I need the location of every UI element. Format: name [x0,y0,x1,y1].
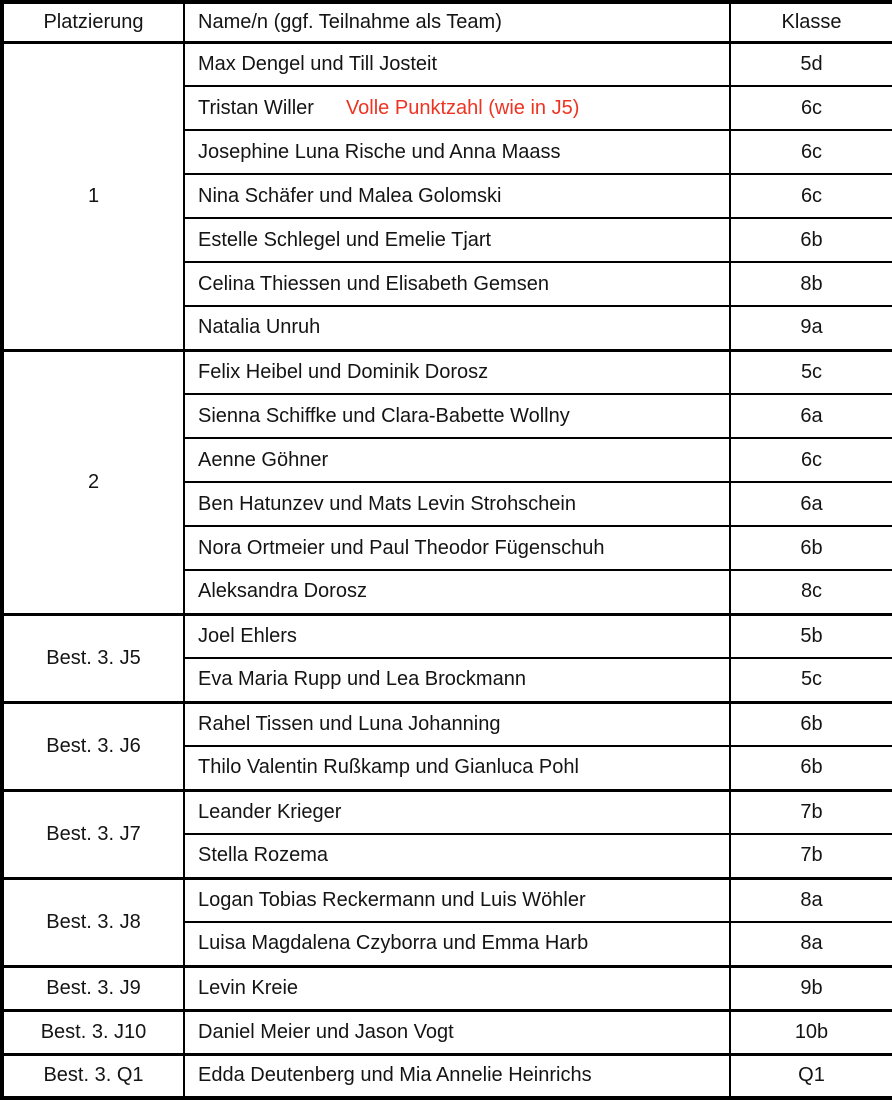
name-cell [184,482,730,526]
participant-name: Aenne Göhner [198,448,329,471]
name-cell [184,42,730,86]
name-cell [184,1054,730,1098]
placement-cell: Best. 3. J6 [2,702,184,790]
table-row [2,42,892,86]
header-row [2,2,892,42]
klasse-cell: 10b [730,1010,892,1054]
placement-cell: Best. 3. J9 [2,966,184,1010]
klasse-cell: 5c [730,350,892,394]
placement-cell: Best. 3. J5 [2,614,184,702]
klasse-cell: 8a [730,878,892,922]
table-row [2,1010,892,1054]
participant-name: Logan Tobias Reckermann und Luis Wöhler [198,888,586,911]
participant-name: Edda Deutenberg und Mia Annelie Heinrichs [198,1064,592,1087]
name-cell [184,262,730,306]
placement-cell: Best. 3. Q1 [2,1054,184,1098]
name-cell [184,526,730,570]
participant-name: Eva Maria Rupp und Lea Brockmann [198,668,526,691]
klasse-cell: 7b [730,834,892,878]
participant-name: Nora Ortmeier und Paul Theodor Fügenschuh [198,536,605,559]
table-row [2,1054,892,1098]
klasse-cell: 6b [730,702,892,746]
placement-cell: Best. 3. J8 [2,878,184,966]
name-cell [184,174,730,218]
table-row [2,790,892,834]
klasse-cell: 9b [730,966,892,1010]
klasse-cell: 6a [730,394,892,438]
klasse-cell: 7b [730,790,892,834]
participant-name: Natalia Unruh [198,316,321,339]
participant-name: Leander Krieger [198,800,342,823]
table-body [2,42,892,1098]
klasse-cell: 6b [730,746,892,790]
name-cell [184,922,730,966]
participant-name: Ben Hatunzev und Mats Levin Strohschein [198,492,576,515]
participant-name: Felix Heibel und Dominik Dorosz [198,360,489,383]
name-cell [184,658,730,702]
name-cell [184,130,730,174]
klasse-cell: 6b [730,526,892,570]
participant-name: Thilo Valentin Rußkamp und Gianluca Pohl [198,756,579,779]
klasse-cell: 5b [730,614,892,658]
name-cell [184,966,730,1010]
participant-name: Max Dengel und Till Josteit [198,52,438,75]
participant-name: Stella Rozema [198,844,329,867]
name-cell [184,702,730,746]
klasse-cell: 5d [730,42,892,86]
name-cell [184,438,730,482]
klasse-cell: 6b [730,218,892,262]
klasse-cell: 5c [730,658,892,702]
table-row [2,350,892,394]
table-row [2,702,892,746]
participant-name: Celina Thiessen und Elisabeth Gemsen [198,272,549,295]
table-row [2,966,892,1010]
placement-cell: 1 [2,42,184,350]
placement-cell: 2 [2,350,184,614]
header-cell-platzierung: Platzierung [2,2,184,42]
name-cell [184,790,730,834]
header-cell-name: Name/n (ggf. Teilnahme als Team) [184,2,730,42]
klasse-cell: 6a [730,482,892,526]
name-cell [184,570,730,614]
table-row [2,878,892,922]
name-cell [184,1010,730,1054]
klasse-cell: 9a [730,306,892,350]
participant-name: Luisa Magdalena Czyborra und Emma Harb [198,932,589,955]
name-cell [184,746,730,790]
participant-name: Rahel Tissen und Luna Johanning [198,712,501,735]
participant-name: Levin Kreie [198,976,299,999]
klasse-cell: Q1 [730,1054,892,1098]
klasse-cell: 8a [730,922,892,966]
note-text: Volle Punktzahl (wie in J5) [345,96,580,119]
placement-cell: Best. 3. J10 [2,1010,184,1054]
table-row [2,614,892,658]
klasse-cell: 6c [730,438,892,482]
name-cell [184,350,730,394]
participant-name: Joel Ehlers [198,624,297,647]
placement-cell: Best. 3. J7 [2,790,184,878]
name-cell [184,86,730,130]
name-cell [184,394,730,438]
participant-name: Estelle Schlegel und Emelie Tjart [198,228,492,251]
participant-name: Josephine Luna Rische und Anna Maass [198,140,561,163]
klasse-cell: 8b [730,262,892,306]
klasse-cell: 6c [730,130,892,174]
name-cell [184,306,730,350]
participant-name: Aleksandra Dorosz [198,580,367,603]
name-cell [184,878,730,922]
participant-name: Daniel Meier und Jason Vogt [198,1020,454,1043]
participant-name: Tristan Willer [198,96,314,119]
klasse-cell: 6c [730,174,892,218]
name-cell [184,218,730,262]
participant-name: Nina Schäfer und Malea Golomski [198,184,502,207]
klasse-cell: 8c [730,570,892,614]
participant-name: Sienna Schiffke und Clara-Babette Wollny [198,404,570,427]
name-cell [184,614,730,658]
header-cell-klasse: Klasse [730,2,892,42]
name-cell [184,834,730,878]
klasse-cell: 6c [730,86,892,130]
